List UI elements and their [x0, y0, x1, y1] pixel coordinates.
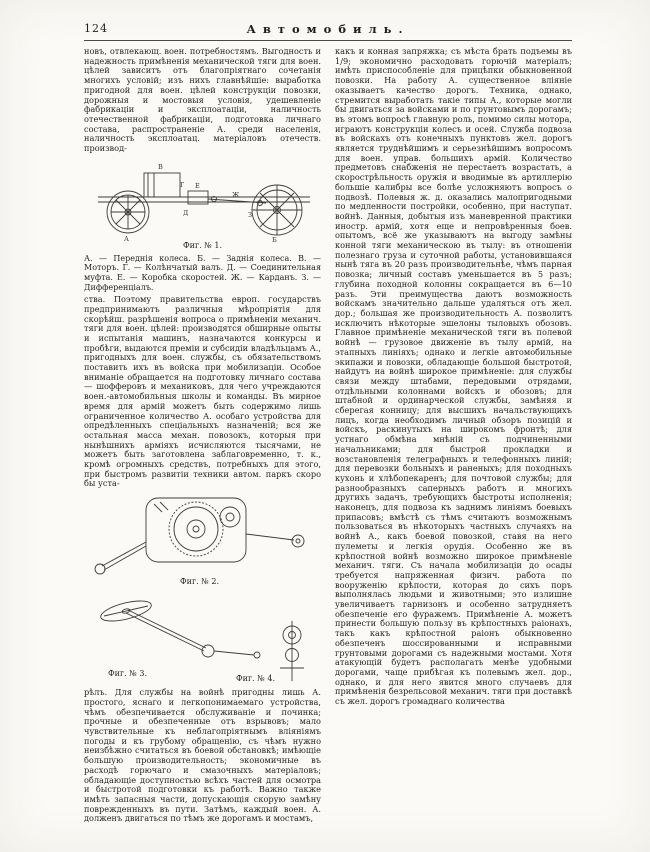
svg-text:З: З [248, 210, 253, 219]
svg-text:Е: Е [195, 181, 200, 190]
figure-3-4 [84, 593, 321, 685]
figure-4-caption: Фиг. № 4. [236, 674, 275, 684]
paragraph: рѣлъ. Для службы на войнѣ пригодны лишь А. простого, яснаго и легкопонимаемаго устройства, чѣмъ обезпечивается обслуживаніе и починка; прочные и обезпеченные отъ взрывовъ; мало чувствительные къ неблагопріятнымъ вліяніямъ погоды и къ грубому обращенію, съ чѣмъ нужно неизбѣжно считаться въ боевой обстановкѣ; имѣющіе большую производительность; экономичные въ расходѣ горючаго и смазочныхъ матеріаловъ; обладающіе доступностью всѣхъ частей для осмотра и быстротой подготовки къ работѣ. Важно также имѣть запасныя части, допускающія скорую замѣну поврежденныхъ въ пути. Затѣмъ, каждый воен. А. долженъ двигаться по тѣмъ же дорогамъ и мостамъ, [84, 687, 321, 824]
figure-2 [84, 492, 321, 590]
header-divider [84, 40, 572, 41]
paragraph: какъ и конная запряжка; съ мѣста брать подъемы въ 1/9; экономично расходовать горючій матеріалъ; имѣть приспособленіе для прицѣпки обыкновенной повозки. На работу А. существенное вліяніе оказываетъ качество дорогъ. Техника, однако, стремится выработать такіе типы А., которые могли бы двигаться за войсками и по грунтовымъ дорогамъ; въ этомъ вопросѣ главную роль, помимо силы мотора, играютъ конструкціи колесъ и осей. Служба подвоза въ войскахъ отъ конечныхъ пунктовъ жел. дорогъ является труднѣйшимъ и серьезнѣйшимъ вопросомъ для воен. управ. большихъ армій. Количество предметовъ снабженія не перестаетъ возрастать, а скорострѣльность оружія и вводимые въ артиллерію большіе калибры все болѣе усложняютъ вопросъ о подвозѣ. Полевыя ж. д. оказались малопригодными по медленности постройки, особенно, при наступат. войнѣ. Данныя, добытыя изъ маневренной практики иностр. армій, хотя еще и непровѣренныя боев. опытомъ, всё же указываютъ на выгоду замѣны конной тяги механическою въ тылу: въ отношеніи полезнаго груза и суточной работы, установившаяся нынѣ тяга въ 20 разъ производительнѣе, чѣмъ парная повозка; личный составъ уменьшается въ 5 разъ; глубина походной колонны сокращается въ 6—10 разъ. Эти преимущества даютъ возможность войскамъ значительно дальше удаляться отъ жел. дор.; большая же производительность А. позволитъ исключить нѣкоторые эшелоны тыловыхъ обозовъ. Главное примѣненіе механической тяги въ полевой войнѣ — грузовое движеніе въ тылу армій, на этапныхъ линіяхъ; однако и легкіе автомобильные экипажи и повозки, обладающіе большой быстротой, найдутъ на войнѣ широкое примѣненіе: для службы связи между штабами, передовыми отрядами, отдѣльными колоннами войскъ и обозовъ; для штабной и ординарческой службы, замѣняя и сберегая конницу; для высшихъ начальствующихъ лицъ, когда необходимъ личный обзоръ позицій и войскъ, раскинутыхъ на широкомъ фронтѣ; для устнаго обмѣна мнѣній съ подчиненными начальниками; для быстрой прокладки и возстановленія телеграфныхъ и телефонныхъ линій; для перевозки больныхъ и раненыхъ; для походныхъ кухонь и хлѣбопекаренъ; для почтовой службы; для разнообразныхъ саперныхъ работъ и многихъ другихъ задачъ, требующихъ быстроты исполненія; наконецъ, для подвоза къ заднимъ линіямъ боевыхъ припасовъ; вмѣстѣ съ тѣмъ считаютъ возможнымъ пользоваться въ нѣкоторыхъ частныхъ случаяхъ на войнѣ А., какъ боевой повозкой, ставя на него пулеметы и легкія орудія. Особенно же въ крѣпостной войнѣ возможно широкое примѣненіе механич. тяги. Съ начала мобилизаціи до осады требуется напряженная физич. работа по вооруженію крѣпости, которая до сихъ поръ выполнялась людьми и животными; это излишне увеличиваетъ гарнизонъ и особенно затрудняетъ обезпеченіе его фуражемъ. Примѣненіе А. можетъ принести большую пользу въ крѣпостныхъ раіонахъ, такъ какъ крѣпостной раіонъ обыкновенно обезпеченъ шоссированными и исправными грунтовыми дорогами съ надежными мостами. Хотя атакующій будетъ располагать менѣе удобными дорогами, чаще прибѣгая къ полевымъ жел. дор., однако, и для него явится много случаевъ для примѣненія безрельсовой механич. тяги при доставкѣ съ жел. дорогъ громаднаго количества [335, 47, 572, 707]
figure-1-image [84, 157, 321, 243]
paragraph: ства. Поэтому правительства европ. государствъ предпринимаютъ различныя мѣропріятія для скорѣйш. разрѣшенія вопроса о примѣненіи механич. тяги для воен. цѣлей: производятся обширные опыты и испытанія машинъ, назначаются конкурсы и пробѣги, выдаются преміи и субсидіи владѣльцамъ А., пригодныхъ для воен. службы, съ обязательствомъ поставить ихъ въ войска при мобилизаціи. Особое вниманіе обращается на подготовку личнаго состава — шофферовъ и механиковъ, для чего учреждаются воен.-автомобильныя школы и команды. Въ мирное время для армій можетъ быть содержимо лишь ограниченное количество А. особаго устройства для опредѣленныхъ спеціальныхъ назначеній; вся же остальная масса механ. повозокъ, которыя при нынѣшнихъ арміяхъ исчисляются тысячами, не можетъ быть заготовлена заблаговременно, т. к., кромѣ огромныхъ средствъ, потребныхъ для этого, при быстромъ развитіи техники автом. паркъ скоро бы уста- [84, 294, 321, 489]
page-number: 124 [84, 22, 108, 35]
svg-text:А: А [124, 234, 129, 243]
figure-1-legend: А. — Переднія колеса. Б. — Заднія колеса. В. — Моторъ. Г. — Колѣнчатый валъ. Д. — Соединительная муфта. Е. — Коробка скоростей. Ж. — Карданъ. З. — Дифференціалъ. [84, 253, 321, 292]
right-column [335, 47, 572, 849]
figure-3-caption: Фиг. № 3. [108, 669, 147, 679]
text-columns [84, 47, 572, 849]
figure-2-image [84, 492, 321, 576]
svg-text:Ж: Ж [232, 190, 240, 199]
figure-1-caption: Фиг. № 1. [183, 240, 222, 250]
page-header [84, 22, 572, 38]
paragraph: новъ, отвлекающ. воен. потребностямъ. Выгодность и надежность примѣненія механической тяги для воен. цѣлей зависитъ отъ благопріятнаго сочетанія многихъ условій; изъ нихъ главнѣйшіе: выработка пригодной для воен. цѣлей конструкціи повозки, дорожныя и мостовыя условія, удешевленіе фабрикаціи и эксплоатаціи, наличность отечественной фабрикаціи, подготовка личнаго состава, распространеніе А. среди населенія, наличность эксплоатац. матеріаловъ отечеств. производ- [84, 47, 321, 154]
svg-text:Д: Д [183, 208, 189, 217]
svg-text:Г: Г [180, 180, 185, 189]
figure-1 [84, 157, 321, 251]
left-column [84, 47, 321, 849]
svg-text:В: В [158, 162, 163, 171]
svg-text:Б: Б [272, 235, 277, 243]
page-title: Автомобиль. [246, 22, 410, 36]
figure-2-caption: Фиг. № 2. [180, 577, 219, 587]
